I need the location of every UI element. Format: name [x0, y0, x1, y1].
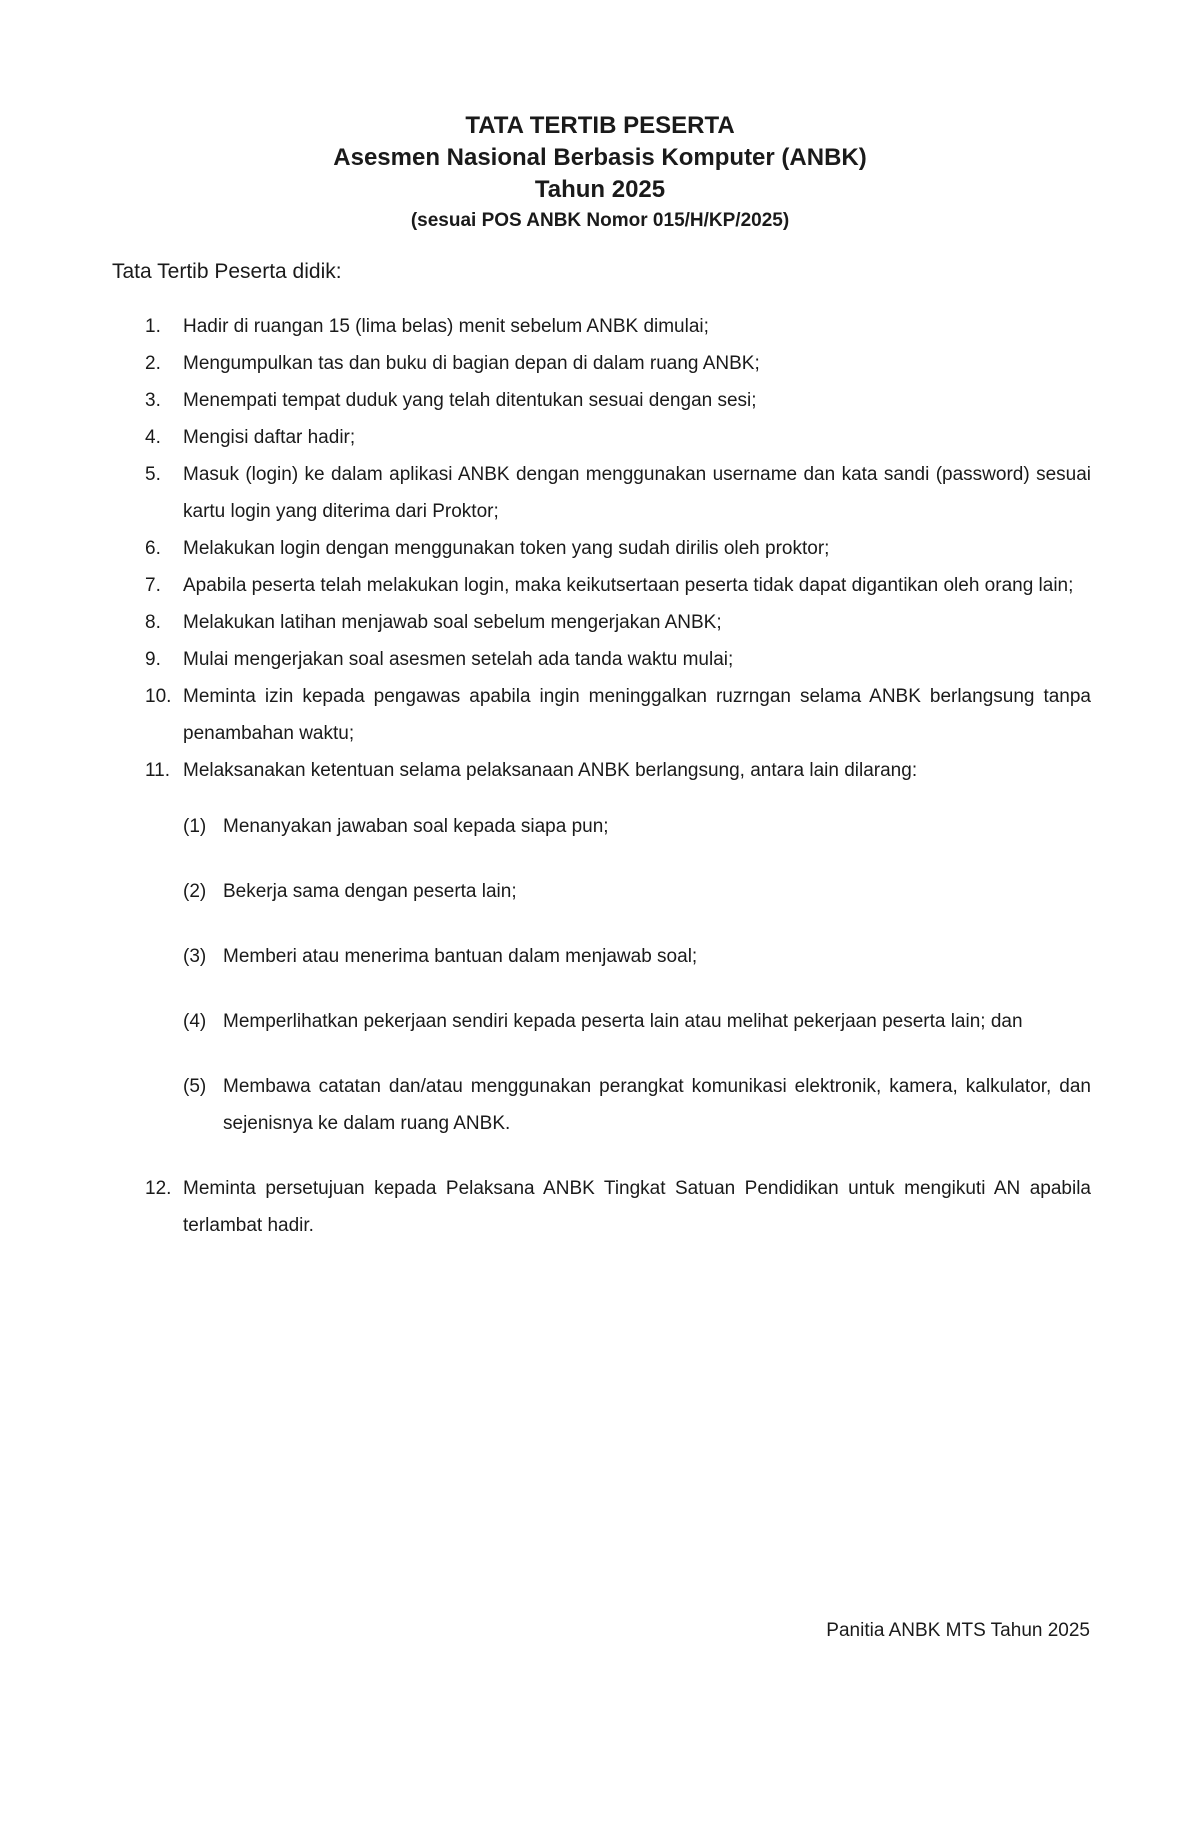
prohibition-text: Memberi atau menerima bantuan dalam menjawab soal;	[223, 946, 698, 967]
rule-item	[0, 345, 1091, 382]
prohibition-item	[0, 1068, 1091, 1142]
prohibition-item	[0, 873, 1091, 910]
prohibition-number: (1)	[183, 816, 207, 837]
rule-text: Melakukan latihan menjawab soal sebelum mengerjakan ANBK;	[183, 612, 722, 633]
rule-item	[0, 456, 1091, 530]
prohibitions-list	[0, 808, 1200, 1142]
document-header	[0, 110, 1200, 234]
prohibition-number: (5)	[183, 1076, 207, 1097]
document-year: Tahun 2025	[534, 176, 666, 203]
prohibition-text: Menanyakan jawaban soal kepada siapa pun;	[223, 816, 609, 837]
rule-item	[0, 308, 1091, 345]
rule-number: 1.	[145, 316, 161, 337]
rule-item	[0, 567, 1091, 604]
rule-text: Apabila peserta telah melakukan login, maka keikutsertaan peserta tidak dapat digantikan oleh orang lain;	[183, 575, 1074, 596]
rule-item	[0, 752, 1091, 789]
rule-item	[0, 1170, 1091, 1244]
rule-number: 7.	[145, 575, 161, 596]
rule-text: Hadir di ruangan 15 (lima belas) menit sebelum ANBK dimulai;	[183, 316, 709, 337]
rule-number: 9.	[145, 649, 161, 670]
rule-number: 2.	[145, 353, 161, 374]
prohibition-item	[0, 938, 1091, 975]
rule-number: 4.	[145, 427, 161, 448]
rule-number: 3.	[145, 390, 161, 411]
rule-text: Melakukan login dengan menggunakan token yang sudah dirilis oleh proktor;	[183, 538, 830, 559]
rule-item	[0, 678, 1091, 752]
rules-list	[0, 308, 1200, 1244]
prohibition-number: (2)	[183, 881, 207, 902]
rule-number: 6.	[145, 538, 161, 559]
rule-text: Mulai mengerjakan soal asesmen setelah ada tanda waktu mulai;	[183, 649, 734, 670]
rule-number: 10.	[145, 686, 172, 707]
rule-item	[0, 382, 1091, 419]
rule-text: Meminta persetujuan kepada Pelaksana ANBK Tingkat Satuan Pendidikan untuk mengikuti AN apabila terlambat hadir.	[183, 1178, 1091, 1236]
prohibition-number: (4)	[183, 1011, 207, 1032]
rule-item	[0, 641, 1091, 678]
rule-text: Melaksanakan ketentuan selama pelaksanaan ANBK berlangsung, antara lain dilarang:	[183, 760, 918, 781]
rule-item	[0, 530, 1091, 567]
rule-item	[0, 419, 1091, 456]
prohibition-number: (3)	[183, 946, 207, 967]
prohibition-item	[0, 1003, 1091, 1040]
prohibition-text: Membawa catatan dan/atau menggunakan perangkat komunikasi elektronik, kamera, kalkulator, dan sejenisnya ke dalam ruang ANBK.	[223, 1076, 1091, 1134]
intro-text: Tata Tertib Peserta didik:	[112, 260, 342, 283]
rule-number: 11.	[145, 760, 171, 781]
document-subtitle: Asesmen Nasional Berbasis Komputer (ANBK)	[333, 144, 867, 171]
rule-text: Meminta izin kepada pengawas apabila ingin meninggalkan ruzrngan selama ANBK berlangsung tanpa penambahan waktu;	[183, 686, 1091, 744]
rule-text: Masuk (login) ke dalam aplikasi ANBK dengan menggunakan username dan kata sandi (password) sesuai kartu login yang diterima dari Proktor;	[183, 464, 1091, 522]
prohibition-item	[0, 808, 1091, 845]
document-title: TATA TERTIB PESERTA	[465, 112, 735, 139]
rule-number: 12.	[145, 1178, 172, 1199]
prohibition-text: Memperlihatkan pekerjaan sendiri kepada peserta lain atau melihat pekerjaan peserta lain; dan	[223, 1011, 1023, 1032]
rule-text: Mengisi daftar hadir;	[183, 427, 356, 448]
rule-item	[0, 604, 1091, 641]
prohibition-text: Bekerja sama dengan peserta lain;	[223, 881, 517, 902]
rule-number: 8.	[145, 612, 161, 633]
document-reference: (sesuai POS ANBK Nomor 015/H/KP/2025)	[410, 210, 790, 231]
signature: Panitia ANBK MTS Tahun 2025	[826, 1620, 1090, 1641]
rule-number: 5.	[145, 464, 161, 485]
rule-text: Mengumpulkan tas dan buku di bagian depan di dalam ruang ANBK;	[183, 353, 760, 374]
rule-text: Menempati tempat duduk yang telah ditentukan sesuai dengan sesi;	[183, 390, 757, 411]
